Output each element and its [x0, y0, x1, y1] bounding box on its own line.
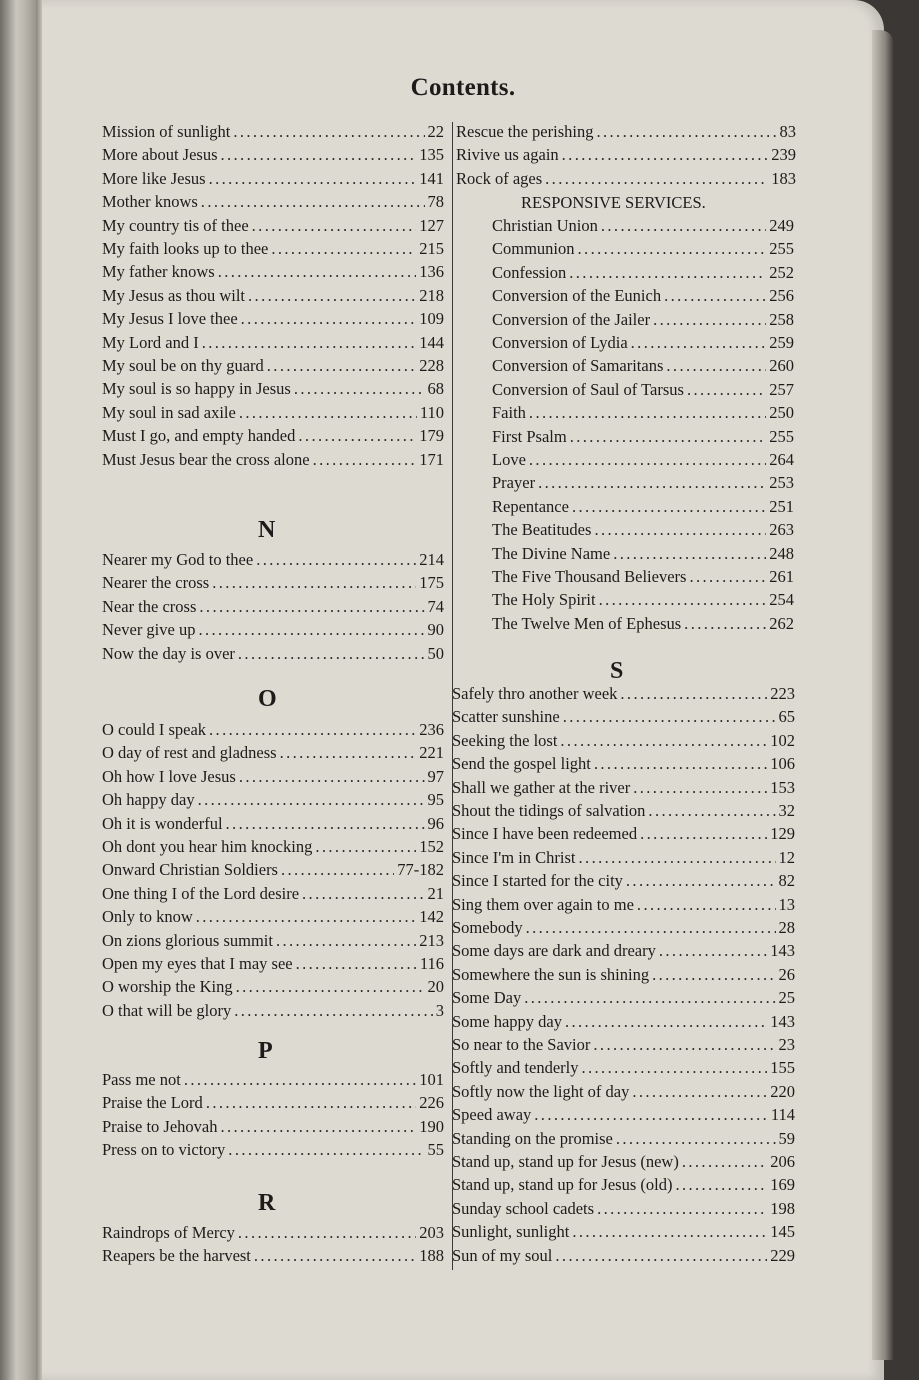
entry-title: Confession — [492, 262, 567, 282]
dot-leader — [626, 871, 776, 891]
contents-entry — [492, 216, 794, 239]
contents-entry — [492, 590, 794, 613]
entry-title: Oh dont you hear him knocking — [102, 837, 313, 856]
entry-title: First Psalm — [492, 426, 567, 446]
dot-leader — [597, 1199, 767, 1219]
entry-page-number: 175 — [419, 573, 444, 593]
entry-page-number: 68 — [427, 379, 444, 399]
entry-page-number: 198 — [770, 1198, 795, 1218]
entry-title: Onward Christian Soldiers — [102, 860, 278, 880]
entry-page-number: 183 — [771, 168, 796, 188]
entry-page-number: 3 — [435, 1000, 444, 1020]
entry-page-number: 155 — [770, 1058, 795, 1078]
dot-leader — [648, 801, 775, 821]
dot-leader — [620, 684, 767, 704]
entry-page-number: 228 — [419, 356, 444, 375]
entry-title: Faith — [492, 403, 526, 423]
dot-leader — [601, 216, 766, 236]
contents-entry — [452, 1222, 795, 1245]
entry-page-number: 12 — [778, 847, 795, 867]
entry-title: My Lord and I — [102, 332, 199, 352]
contents-entry — [452, 1199, 795, 1222]
dot-leader — [687, 380, 766, 400]
entry-title: On zions glorious summit — [102, 930, 273, 950]
entry-page-number: 236 — [419, 720, 444, 739]
entry-title: Some happy day — [452, 1011, 562, 1031]
contents-entry — [452, 778, 795, 801]
entry-page-number: 218 — [419, 285, 444, 305]
dot-leader — [653, 310, 766, 330]
entry-title: Somebody — [452, 918, 523, 937]
dot-leader — [572, 1222, 767, 1242]
entry-title: So near to the Savior — [452, 1035, 591, 1054]
dot-leader — [581, 1058, 767, 1078]
entry-page-number: 229 — [770, 1245, 795, 1265]
entry-page-number: 82 — [778, 871, 795, 891]
entry-title: More like Jesus — [102, 168, 206, 188]
contents-entry — [452, 1152, 795, 1175]
entry-title: O that will be glory — [102, 1000, 232, 1020]
entry-page-number: 214 — [419, 550, 444, 569]
entry-title: More about Jesus — [102, 145, 218, 165]
dot-leader — [526, 918, 776, 938]
entry-page-number: 259 — [769, 333, 794, 352]
section-letter-heading: P — [258, 1038, 273, 1064]
entry-title: Must I go, and empty handed — [102, 426, 296, 446]
entry-page-number: 20 — [427, 977, 444, 997]
entry-page-number: 260 — [769, 356, 794, 376]
entry-page-number: 102 — [770, 730, 795, 750]
dot-leader — [560, 731, 767, 751]
contents-entry — [492, 239, 794, 262]
contents-entry — [452, 1175, 795, 1198]
entry-title: Sing them over again to me — [452, 894, 634, 914]
contents-entry — [456, 169, 796, 192]
dot-leader — [579, 848, 776, 868]
dot-leader — [599, 590, 767, 610]
dot-leader — [675, 1175, 767, 1195]
dot-leader — [529, 450, 766, 470]
entry-page-number: 78 — [427, 192, 444, 212]
entry-page-number: 110 — [419, 402, 444, 422]
dot-leader — [594, 754, 767, 774]
contents-entry — [492, 544, 794, 567]
dot-leader — [572, 497, 766, 517]
entry-title: Since I have been redeemed — [452, 824, 638, 844]
entry-page-number: 252 — [769, 262, 794, 282]
contents-entry — [492, 497, 794, 520]
contents-entry — [456, 145, 796, 168]
entry-title: Somewhere the sun is shining — [452, 964, 650, 984]
entry-title: Christian Union — [492, 216, 598, 235]
entry-page-number: 190 — [419, 1116, 444, 1136]
entry-page-number: 251 — [769, 496, 794, 516]
entry-title: Conversion of the Eunich — [492, 286, 662, 306]
entry-title: Send the gospel light — [452, 754, 591, 774]
entry-page-number: 50 — [427, 643, 444, 663]
entry-page-number: 25 — [778, 988, 795, 1008]
dot-leader — [632, 1082, 767, 1102]
entry-title: Sunlight, sunlight — [452, 1222, 570, 1242]
dot-leader — [666, 356, 766, 376]
entry-page-number: 153 — [770, 777, 795, 797]
entry-page-number: 135 — [419, 145, 444, 165]
dot-leader — [578, 239, 767, 259]
entry-title: Shall we gather at the river — [452, 777, 631, 797]
entry-page-number: 203 — [419, 1223, 444, 1242]
entry-page-number: 152 — [419, 837, 444, 856]
entry-page-number: 55 — [427, 1140, 444, 1160]
entry-title: Speed away — [452, 1105, 532, 1125]
contents-entry — [452, 918, 795, 941]
entry-title: My soul is so happy in Jesus — [102, 379, 291, 399]
entry-page-number: 90 — [427, 620, 444, 640]
contents-entry — [492, 403, 794, 426]
entry-title: Open my eyes that I may see — [102, 954, 293, 973]
contents-entry — [452, 801, 795, 824]
entry-page-number: 23 — [778, 1035, 795, 1054]
entry-title: Oh happy day — [102, 790, 195, 810]
entry-title: Scatter sunshine — [452, 707, 560, 727]
contents-entry — [452, 848, 795, 871]
contents-entry — [452, 941, 795, 964]
entry-title: My Jesus as thou wilt — [102, 285, 246, 305]
dot-leader — [684, 614, 766, 634]
entry-title: O worship the King — [102, 977, 233, 997]
contents-entry — [492, 614, 794, 637]
entry-title: Safely thro another week — [452, 684, 618, 703]
dot-leader — [529, 403, 766, 423]
entry-title: Nearer the cross — [102, 573, 210, 593]
contents-entry — [452, 754, 795, 777]
entry-page-number: 239 — [771, 145, 796, 165]
entry-title: Only to know — [102, 907, 193, 927]
entry-title: Conversion of Saul of Tarsus — [492, 379, 684, 399]
dot-leader — [664, 286, 766, 306]
entry-page-number: 144 — [419, 332, 444, 352]
entry-title: Conversion of the Jailer — [492, 309, 651, 329]
entry-page-number: 206 — [770, 1152, 795, 1171]
entry-title: The Five Thousand Believers — [492, 567, 687, 586]
contents-entry — [452, 895, 795, 918]
entry-title: Pass me not — [102, 1070, 181, 1089]
entry-title: Mother knows — [102, 192, 198, 212]
entry-page-number: 26 — [778, 964, 795, 984]
entry-page-number: 220 — [770, 1081, 795, 1101]
contents-entry — [452, 871, 795, 894]
dot-leader — [616, 1129, 776, 1149]
contents-entry — [492, 520, 794, 543]
entry-title: Since I started for the city — [452, 871, 623, 891]
entry-page-number: 255 — [769, 239, 794, 259]
dot-leader — [640, 824, 767, 844]
entry-title: Communion — [492, 239, 575, 259]
dot-leader — [652, 965, 775, 985]
entry-title: Stand up, stand up for Jesus (new) — [452, 1152, 679, 1171]
entry-title: The Twelve Men of Ephesus — [492, 613, 682, 633]
entry-title: Raindrops of Mercy — [102, 1223, 235, 1242]
contents-entry — [452, 965, 795, 988]
contents-entry — [456, 122, 796, 145]
dot-leader — [562, 145, 769, 165]
entry-page-number: 215 — [419, 239, 444, 258]
entry-title: My country tis of thee — [102, 215, 249, 235]
section-letter-heading: N — [258, 517, 276, 543]
entry-page-number: 143 — [770, 941, 795, 961]
entry-title: My soul be on thy guard — [102, 356, 264, 375]
entry-page-number: 21 — [427, 883, 444, 903]
entry-page-number: 254 — [769, 590, 794, 610]
entry-page-number: 142 — [419, 907, 444, 927]
entry-title: Never give up — [102, 620, 196, 640]
entry-title: The Beatitudes — [492, 520, 592, 540]
entry-page-number: 223 — [770, 684, 795, 703]
entry-page-number: 65 — [778, 707, 795, 727]
entry-page-number: 256 — [769, 286, 794, 306]
entry-page-number: 145 — [770, 1222, 795, 1242]
entry-page-number: 188 — [419, 1246, 444, 1266]
entry-page-number: 171 — [419, 449, 444, 469]
entry-title: Praise to Jehovah — [102, 1116, 218, 1136]
dot-leader — [613, 544, 766, 564]
contents-entry — [452, 1012, 795, 1035]
entry-title: One thing I of the Lord desire — [102, 883, 300, 903]
entry-title: Love — [492, 450, 526, 469]
entry-page-number: 28 — [778, 918, 795, 937]
entry-page-number: 261 — [769, 567, 794, 586]
entry-page-number: 179 — [419, 426, 444, 446]
entry-page-number: 127 — [419, 215, 444, 235]
entry-title: Softly now the light of day — [452, 1081, 630, 1101]
section-letter-heading: S — [610, 658, 624, 684]
entry-page-number: 116 — [419, 954, 444, 973]
entry-title: Some Day — [452, 988, 522, 1008]
entry-title: Now the day is over — [102, 643, 235, 663]
contents-entry — [452, 988, 795, 1011]
entry-title: Since I'm in Christ — [452, 847, 576, 867]
entry-title: Repentance — [492, 496, 569, 516]
entry-title: My faith looks up to thee — [102, 239, 269, 258]
entry-page-number: 255 — [769, 426, 794, 446]
dot-leader — [594, 520, 766, 540]
contents-entry — [452, 1082, 795, 1105]
dot-leader — [569, 263, 766, 283]
entry-title: Praise the Lord — [102, 1093, 203, 1113]
entry-page-number: 74 — [427, 596, 444, 616]
contents-entry — [452, 824, 795, 847]
contents-entry — [492, 286, 794, 309]
entry-title: Oh it is wonderful — [102, 813, 223, 833]
entry-page-number: 109 — [419, 309, 444, 329]
entry-page-number: 141 — [419, 168, 444, 188]
contents-entry — [452, 1105, 795, 1128]
entry-title: Rock of ages — [456, 168, 543, 188]
contents-entry — [452, 1035, 795, 1058]
entry-page-number: 114 — [770, 1105, 795, 1125]
dot-leader — [682, 1152, 767, 1172]
section-letter-heading: O — [258, 686, 277, 712]
entry-page-number: 136 — [419, 262, 444, 282]
entry-title: My Jesus I love thee — [102, 309, 238, 329]
dot-leader — [545, 169, 768, 189]
dot-leader — [534, 1105, 768, 1125]
entry-title: Must Jesus bear the cross alone — [102, 449, 310, 469]
entry-title: Mission of sunlight — [102, 122, 231, 141]
entry-page-number: 257 — [769, 379, 794, 399]
entry-title: Press on to victory — [102, 1140, 226, 1160]
entry-title: Oh how I love Jesus — [102, 766, 236, 786]
dot-leader — [596, 122, 776, 142]
dot-leader — [570, 427, 767, 447]
page-title: Contents. — [410, 74, 516, 101]
entry-page-number: 59 — [778, 1128, 795, 1148]
entry-title: Reapers be the harvest — [102, 1246, 251, 1266]
entry-title: Rivive us again — [456, 145, 559, 165]
entry-page-number: 77-182 — [397, 860, 444, 880]
contents-entry — [492, 427, 794, 450]
dot-leader — [565, 1012, 767, 1032]
dot-leader — [637, 895, 776, 915]
contents-entry — [452, 1246, 795, 1269]
entry-title: Conversion of Samaritans — [492, 356, 664, 376]
entry-title: The Divine Name — [492, 543, 611, 563]
dot-leader — [633, 778, 767, 798]
entry-page-number: 96 — [427, 813, 444, 833]
dot-leader — [593, 1035, 775, 1055]
dot-leader — [689, 567, 766, 587]
entry-title: O could I speak — [102, 720, 207, 739]
entry-title: My father knows — [102, 262, 215, 282]
entry-page-number: 97 — [427, 766, 444, 786]
dot-leader — [555, 1246, 767, 1266]
entry-page-number: 95 — [427, 790, 444, 810]
entry-title: My soul in sad axile — [102, 402, 236, 422]
contents-entry — [492, 333, 794, 356]
entry-page-number: 264 — [769, 450, 794, 469]
responsive-services-heading: RESPONSIVE SERVICES. — [521, 193, 706, 212]
entry-page-number: 83 — [779, 122, 796, 141]
contents-entry — [452, 684, 795, 707]
contents-entry — [492, 263, 794, 286]
entry-title: Nearer my God to thee — [102, 550, 254, 569]
dot-leader — [563, 707, 776, 727]
entry-title: Rescue the perishing — [456, 122, 594, 141]
contents-entry — [452, 707, 795, 730]
entry-title: Sunday school cadets — [452, 1198, 595, 1218]
entry-page-number: 129 — [770, 824, 795, 844]
entry-title: Seeking the lost — [452, 730, 558, 750]
entry-page-number: 32 — [778, 801, 795, 820]
entry-page-number: 248 — [769, 543, 794, 563]
entry-page-number: 143 — [770, 1011, 795, 1031]
entry-page-number: 221 — [419, 743, 444, 763]
entry-page-number: 253 — [769, 473, 794, 493]
entry-page-number: 169 — [770, 1175, 795, 1195]
contents-entry — [492, 310, 794, 333]
contents-entry — [492, 473, 794, 496]
entry-title: Some days are dark and dreary — [452, 941, 656, 961]
entry-page-number: 226 — [419, 1093, 444, 1113]
entry-title: Softly and tenderly — [452, 1058, 579, 1078]
entry-page-number: 213 — [419, 930, 444, 950]
contents-entry — [452, 1058, 795, 1081]
dot-leader — [631, 333, 767, 353]
contents-entry — [492, 356, 794, 379]
entry-page-number: 106 — [770, 754, 795, 774]
entry-page-number: 258 — [769, 309, 794, 329]
entry-title: Sun of my soul — [452, 1245, 553, 1265]
dot-leader — [524, 988, 775, 1008]
entry-page-number: 250 — [769, 403, 794, 423]
entry-page-number: 262 — [769, 613, 794, 633]
contents-entry — [452, 731, 795, 754]
entry-title: O day of rest and gladness — [102, 743, 277, 763]
contents-entry — [452, 1129, 795, 1152]
entry-title: Prayer — [492, 473, 536, 493]
entry-title: Stand up, stand up for Jesus (old) — [452, 1175, 673, 1195]
entry-page-number: 249 — [769, 216, 794, 235]
section-letter-heading: R — [258, 1190, 276, 1216]
entry-page-number: 101 — [419, 1070, 444, 1089]
entry-page-number: 13 — [778, 894, 795, 914]
entry-title: Standing on the promise — [452, 1128, 613, 1148]
dot-leader — [659, 941, 767, 961]
entry-title: The Holy Spirit — [492, 590, 596, 610]
contents-entry — [492, 450, 794, 473]
entry-title: Conversion of Lydia — [492, 333, 628, 352]
entry-page-number: 263 — [769, 520, 794, 540]
entry-title: Shout the tidings of salvation — [452, 801, 646, 820]
dot-leader — [538, 473, 766, 493]
entry-page-number: 22 — [427, 122, 444, 141]
contents-entry — [492, 567, 794, 590]
contents-entry — [492, 380, 794, 403]
entry-title: Near the cross — [102, 596, 197, 616]
